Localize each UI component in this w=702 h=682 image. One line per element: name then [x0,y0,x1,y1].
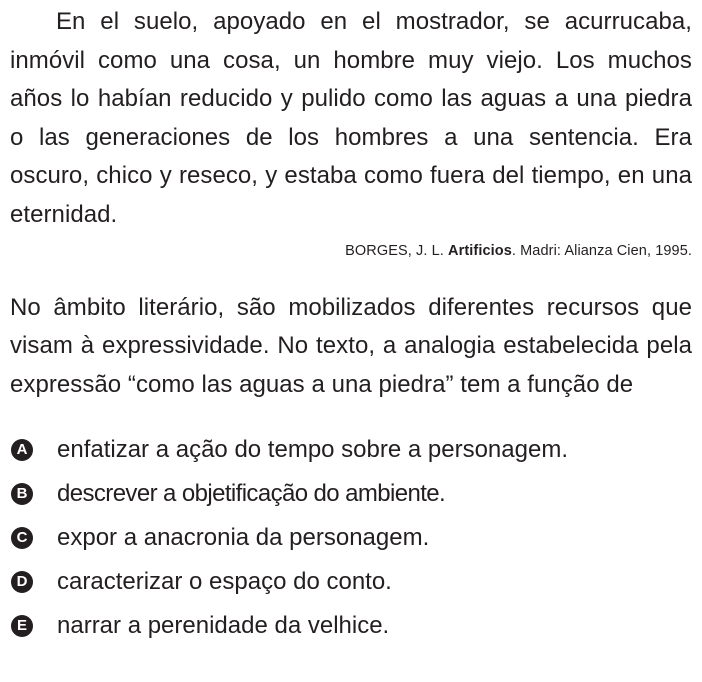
answer-option-e[interactable] [10,604,692,648]
answer-options [10,428,692,648]
citation-work-title: Artificios [448,242,512,259]
option-text: narrar a perenidade da velhice. [57,612,390,640]
citation-publication: . Madri: Alianza Cien, 1995. [511,242,692,259]
option-text: expor a anacronia da personagem. [57,524,430,552]
answer-option-a[interactable] [10,428,692,472]
answer-option-b[interactable] [10,472,692,516]
citation-author: BORGES, J. L. [345,242,449,259]
question-prompt: No âmbito literário, são mobilizados diferentes recursos que visam à expressividade. No texto, a analogia estabelecida pela expressão “como las aguas a una piedra” tem a função de [10,293,692,398]
option-letter-badge: D [11,571,33,593]
option-letter-badge: B [11,483,33,505]
option-text: descrever a objetificação do ambiente. [57,480,446,508]
option-letter-badge: E [11,615,33,637]
source-citation [10,241,692,261]
option-letter-badge: C [11,527,33,549]
option-letter-badge: A [11,439,33,461]
answer-option-d[interactable] [10,560,692,604]
option-text: enfatizar a ação do tempo sobre a personagem. [57,436,568,464]
literary-passage: En el suelo, apoyado en el mostrador, se acurrucaba, inmóvil como una cosa, un hombre muy viejo. Los muchos años lo habían reducido y pulido como las aguas a una piedra o las generaciones de los hombres a una sentencia. Era oscuro, chico y reseco, y estaba como fuera del tiempo, en una eternidad. [10,8,692,228]
answer-option-c[interactable] [10,516,692,560]
option-text: caracterizar o espaço do conto. [57,568,392,596]
